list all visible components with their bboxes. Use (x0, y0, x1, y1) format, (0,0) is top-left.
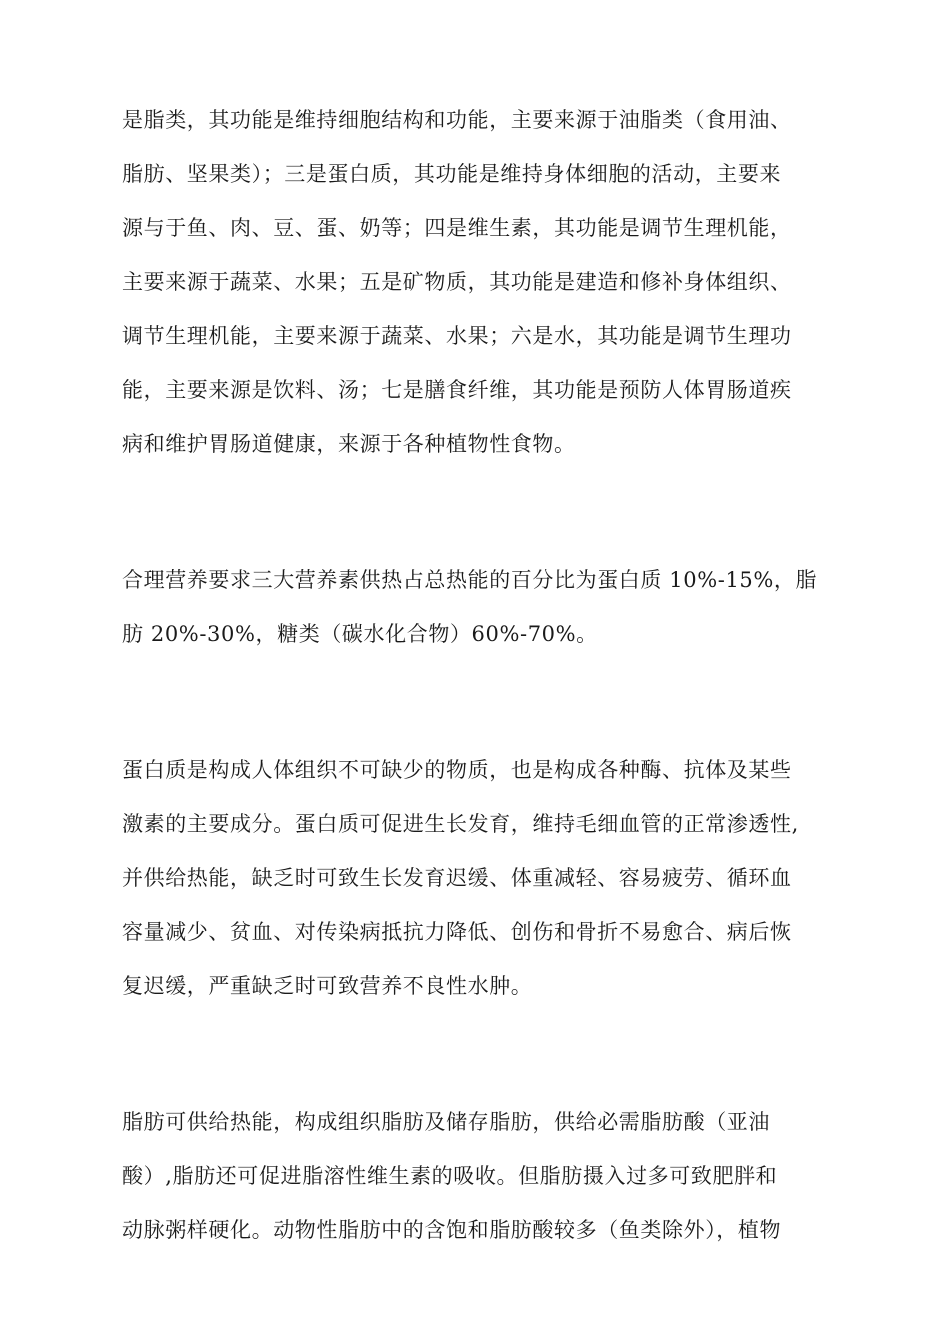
text-line: 能，主要来源是饮料、汤；七是膳食纤维，其功能是预防人体胃肠道疾 (122, 378, 792, 402)
text-line: 脂肪可供给热能，构成组织脂肪及储存脂肪，供给必需脂肪酸（亚油 (122, 1110, 770, 1134)
text-line: 激素的主要成分。蛋白质可促进生长发育，维持毛细血管的正常渗透性, (122, 812, 799, 836)
text-line: 蛋白质是构成人体组织不可缺少的物质，也是构成各种酶、抗体及某些 (122, 758, 792, 782)
text-line: 脂肪、坚果类）；三是蛋白质，其功能是维持身体细胞的活动，主要来 (122, 162, 782, 186)
text-line: 动脉粥样硬化。动物性脂肪中的含饱和脂肪酸较多（鱼类除外），植物 (122, 1218, 782, 1242)
text-line: 容量减少、贫血、对传染病抵抗力降低、创伤和骨折不易愈合、病后恢 (122, 920, 792, 944)
text-line: 病和维护胃肠道健康，来源于各种植物性食物。 (122, 432, 576, 456)
text-line: 复迟缓，严重缺乏时可致营养不良性水肿。 (122, 974, 533, 998)
text-line: 是脂类，其功能是维持细胞结构和功能，主要来源于油脂类（食用油、 (122, 108, 792, 132)
text-line: 源与于鱼、肉、豆、蛋、奶等；四是维生素，其功能是调节生理机能， (122, 216, 792, 240)
text-line: 肪 20%-30%，糖类（碳水化合物）60%-70%。 (122, 622, 598, 646)
text-line: 合理营养要求三大营养素供热占总热能的百分比为蛋白质 10%-15%，脂 (122, 568, 818, 592)
text-line: 调节生理机能，主要来源于蔬菜、水果；六是水，其功能是调节生理功 (122, 324, 792, 348)
text-line: 酸）,脂肪还可促进脂溶性维生素的吸收。但脂肪摄入过多可致肥胖和 (122, 1164, 778, 1188)
text-line: 主要来源于蔬菜、水果；五是矿物质，其功能是建造和修补身体组织、 (122, 270, 792, 294)
text-line: 并供给热能，缺乏时可致生长发育迟缓、体重减轻、容易疲劳、循环血 (122, 866, 792, 890)
